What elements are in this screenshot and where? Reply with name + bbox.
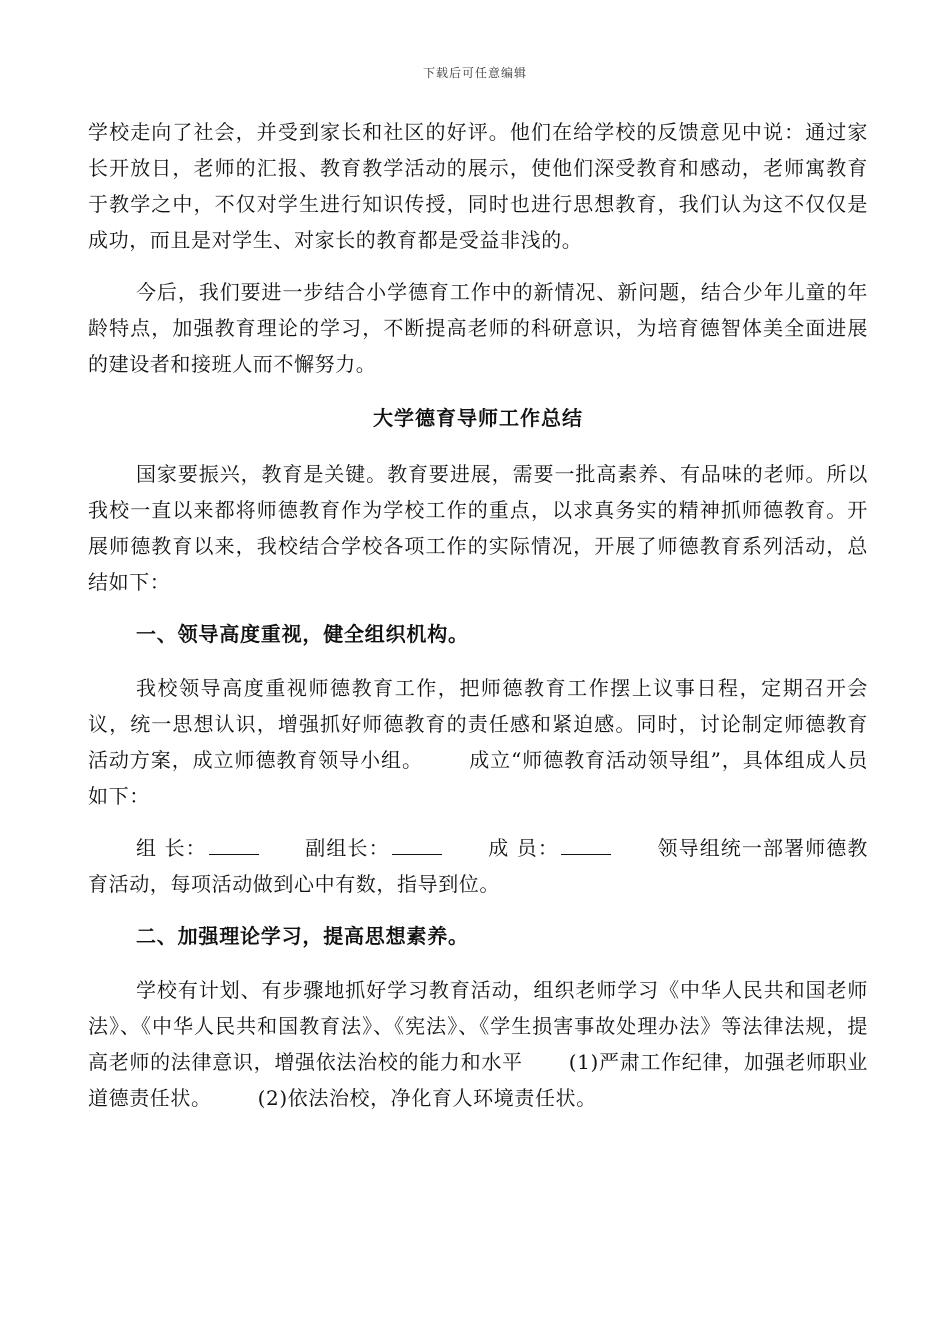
member-label: 成 员： bbox=[487, 836, 559, 860]
deputy-label: 副组长： bbox=[304, 836, 390, 860]
page-header-note: 下载后可任意编辑 bbox=[422, 66, 527, 80]
article-intro-paragraph: 国家要振兴，教育是关键。教育要进展，需要一批高素养、有品味的老师。所以我校一直以来都将师德教育作为学校工作的重点，以求真务实的精神抓师德教育。开展师德教育以来，我校结合学校各项工作的实际情况，开展了师德教育系列活动，总结如下： bbox=[88, 462, 868, 594]
intro-paragraph-1: 学校走向了社会，并受到家长和社区的好评。他们在给学校的反馈意见中说：通过家长开放日，老师的汇报、教育教学活动的展示，使他们深受教育和感动，老师寓教育于教学之中，不仅对学生进行知识传授，同时也进行思想教育，我们认为这不仅仅是成功，而且是对学生、对家长的教育都是受益非浅的。 bbox=[88, 120, 868, 252]
section-1-heading: 一、领导高度重视，健全组织机构。 bbox=[136, 622, 469, 646]
section-2-paragraph-text: 学校有计划、有步骤地抓好学习教育活动，组织老师学习《中华人民共和国老师法》、《中华人民共和国教育法》、《宪法》、《学生损害事故处理办法》等法律法规，提高老师的法律意识，增强依法治校的能力和水平 bbox=[88, 978, 868, 1074]
article-title: 大学德育导师工作总结 bbox=[373, 406, 583, 430]
section-2-item-1: (1)严肃工作纪律，加强老师职业道德责任状。 bbox=[88, 1050, 868, 1110]
leader-blank bbox=[209, 834, 259, 855]
deputy-blank bbox=[392, 834, 442, 855]
roster-paragraph bbox=[88, 830, 868, 902]
section-1-paragraph-text: 我校领导高度重视师德教育工作，把师德教育工作摆上议事日程，定期召开会议，统一思想认识，增强抓好师德教育的责任感和紧迫感。同时，讨论制定师德教育活动方案，成立师德教育领导小组。 bbox=[88, 676, 868, 772]
section-2-heading: 二、加强理论学习，提高思想素养。 bbox=[136, 924, 469, 948]
section-2-paragraph bbox=[88, 972, 868, 1116]
section-1-paragraph-tail: 成立“师德教育活动领导组”，具体组成人员如下： bbox=[88, 748, 868, 808]
section-2-item-2: (2)依法治校，净化育人环境责任状。 bbox=[257, 1086, 597, 1110]
roster-tail: 领导组统一部署师德教育活动，每项活动做到心中有数，指导到位。 bbox=[88, 836, 869, 896]
document-body bbox=[88, 114, 868, 1132]
member-blank bbox=[561, 834, 611, 855]
leader-label: 组 长： bbox=[136, 836, 207, 860]
section-1-paragraph bbox=[88, 670, 868, 814]
intro-paragraph-2: 今后，我们要进一步结合小学德育工作中的新情况、新问题，结合少年儿童的年龄特点，加强教育理论的学习，不断提高老师的科研意识，为培育德智体美全面进展的建设者和接班人而不懈努力。 bbox=[88, 280, 868, 376]
